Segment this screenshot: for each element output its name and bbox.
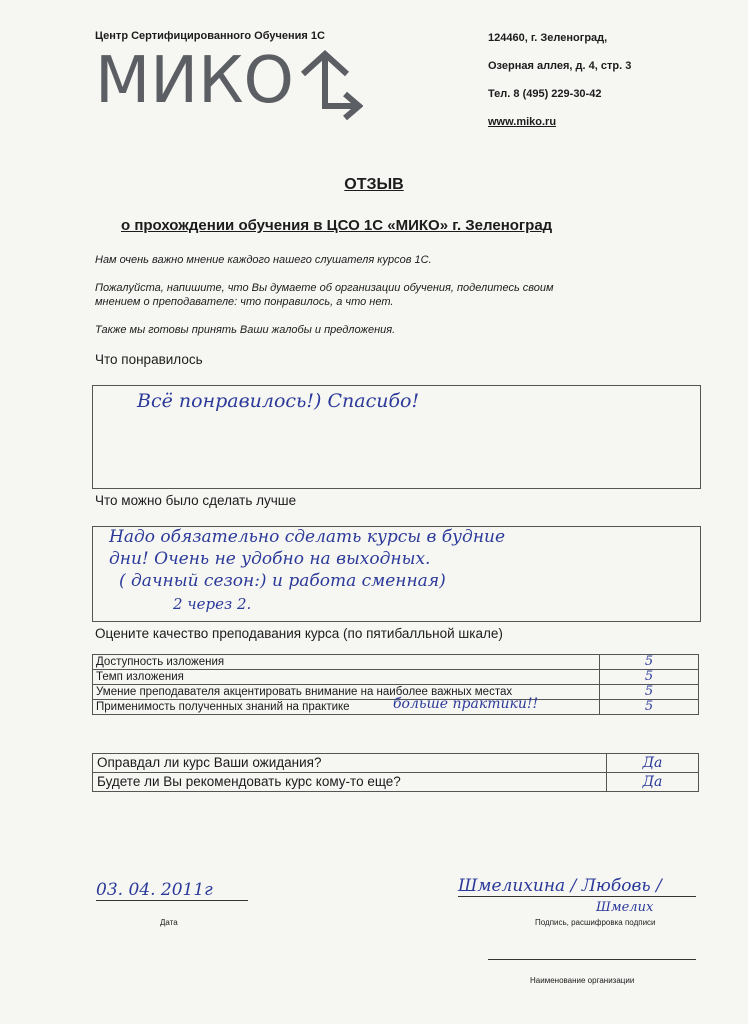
phone: Тел. 8 (495) 229-30-42 [488, 88, 602, 100]
intro-text-2b: мнением о преподавателе: что понравилось, а что нет. [95, 296, 394, 308]
criterion-cell: Доступность изложения [93, 655, 600, 670]
criterion-note: больше практики!! [393, 696, 539, 712]
expectations-table [92, 753, 699, 792]
address-line1: 124460, г. Зеленоград, [488, 32, 608, 44]
page-subtitle: о прохождении обучения в ЦСО 1С «МИКО» г. Зеленоград [121, 217, 553, 234]
criterion-text: Применимость полученных знаний на практике [96, 701, 350, 713]
criterion-cell: Умение преподавателя акцентировать внимание на наиболее важных местах [93, 685, 600, 700]
signature-value[interactable]: Шмелихина / Любовь / [458, 876, 696, 897]
intro-text-3: Также мы готовы принять Ваши жалобы и предложения. [95, 324, 396, 336]
signature-label: Подпись, расшифровка подписи [535, 918, 656, 927]
improve-label: Что можно было сделать лучше [95, 493, 297, 508]
improve-answer-line1: Надо обязательно сделать курсы в будние [109, 527, 506, 547]
table-row [93, 754, 699, 773]
score-cell[interactable]: 5 [600, 700, 699, 715]
table-row [93, 670, 699, 685]
answer-cell[interactable]: Да [607, 754, 699, 773]
intro-text-2a: Пожалуйста, напишите, что Вы думаете об организации обучения, поделитесь своим [95, 282, 554, 294]
intro-text-1: Нам очень важно мнение каждого нашего слушателя курсов 1С. [95, 254, 432, 266]
center-name: Центр Сертифицированного Обучения 1С [95, 30, 325, 42]
answer-cell[interactable]: Да [607, 773, 699, 792]
org-label: Наименование организации [530, 976, 635, 985]
date-label: Дата [160, 918, 178, 927]
score-cell[interactable]: 5 [600, 670, 699, 685]
table-row [93, 655, 699, 670]
page-title: ОТЗЫВ [344, 176, 404, 193]
address-line2: Озерная аллея, д. 4, стр. 3 [488, 60, 632, 72]
table-row [93, 700, 699, 715]
signature-name: Шмелих [596, 900, 654, 915]
website-link[interactable]: www.miko.ru [488, 116, 557, 128]
date-value[interactable]: 03. 04. 2011г [96, 880, 248, 901]
liked-label: Что понравилось [95, 352, 203, 367]
score-cell[interactable]: 5 [600, 685, 699, 700]
criterion-cell: Темп изложения [93, 670, 600, 685]
logo-arrow-icon [283, 44, 363, 124]
improve-answer-line2: дни! Очень не удобно на выходных. [109, 549, 431, 569]
rating-label: Оцените качество преподавания курса (по пятибалльной шкале) [95, 626, 503, 641]
org-line[interactable] [488, 958, 696, 960]
liked-answer: Всё понравилось!) Спасибо! [137, 390, 420, 412]
improve-answer-box[interactable] [92, 526, 701, 622]
question-cell: Будете ли Вы рекомендовать курс кому-то еще? [93, 773, 607, 792]
logo-text: МИКО [95, 44, 294, 118]
score-cell[interactable]: 5 [600, 655, 699, 670]
table-row [93, 773, 699, 792]
rating-table [92, 654, 699, 715]
question-cell: Оправдал ли курс Ваши ожидания? [93, 754, 607, 773]
improve-answer-line4: 2 через 2. [173, 595, 252, 613]
improve-answer-line3: ( дачный сезон:) и работа сменная) [119, 571, 446, 591]
liked-answer-box[interactable] [92, 385, 701, 489]
criterion-cell [93, 696, 600, 715]
